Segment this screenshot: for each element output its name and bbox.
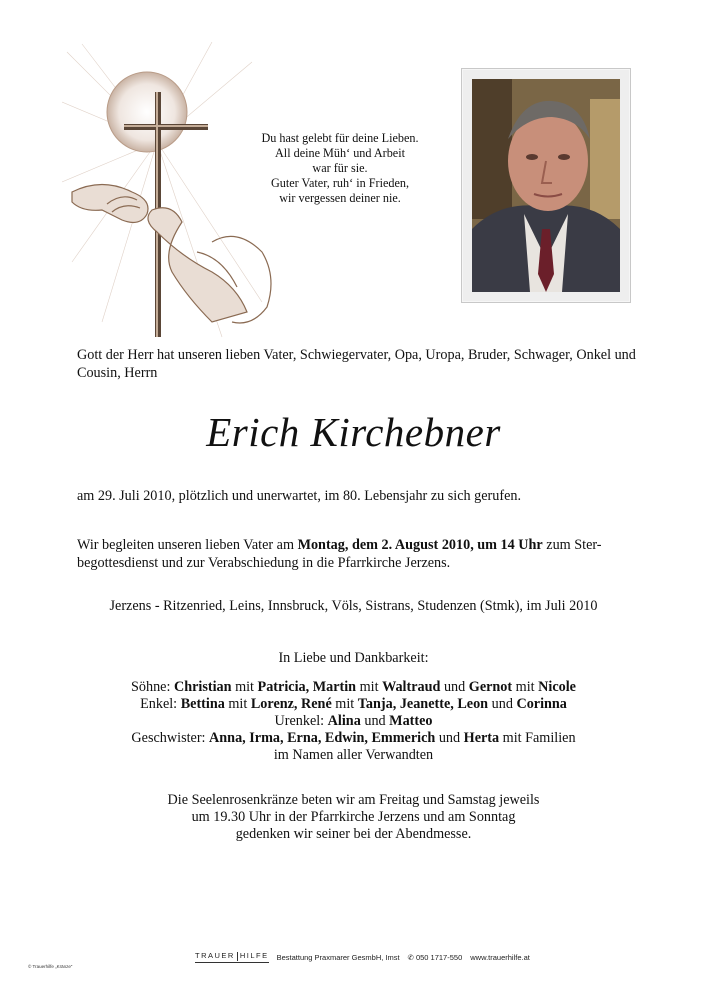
family-name: Nicole [538, 679, 576, 695]
deceased-name: Erich Kirchebner [206, 409, 501, 455]
family-name: Patricia, [257, 679, 310, 695]
gratitude-heading: In Liebe und Dankbarkeit: [278, 650, 429, 666]
family-name: Bettina [180, 696, 225, 712]
trauerhilfe-logo [195, 951, 269, 963]
great-grandchildren-label: Urenkel: [274, 713, 325, 729]
funeral-date: Montag, dem 2. August 2010, um 14 Uhr [297, 537, 543, 553]
family-name: Anna, Irma, Erna, Edwin, Emmerich [209, 730, 436, 746]
siblings-label: Geschwister: [131, 730, 206, 746]
poem-line: Guter Vater, ruh‘ in Frieden, [270, 176, 410, 190]
sons-line [0, 679, 707, 696]
family-name: Gernot [468, 679, 513, 695]
funeral-text-end: zum Ster-begottesdienst und zur Verabschiedung in die Pfarrkirche Jerzens. [77, 537, 602, 571]
rosary-line: um 19.30 Uhr in der Pfarrkirche Jerzens und am Sonntag [191, 809, 516, 825]
poem-line: war für sie. [312, 161, 368, 175]
family-name: Corinna [516, 696, 567, 712]
great-grandchildren-line [0, 713, 707, 730]
connector: und [438, 730, 461, 746]
connector: mit Familien [502, 730, 576, 746]
siblings-line [0, 730, 707, 747]
connector: und [364, 713, 386, 729]
family-name: Matteo [389, 713, 433, 729]
poem-line: Du hast gelebt für deine Lieben. [261, 131, 419, 145]
grandchildren-label: Enkel: [140, 696, 178, 712]
poem [250, 131, 430, 206]
footer [195, 950, 530, 964]
connector: und [491, 696, 513, 712]
connector: mit [515, 679, 535, 695]
family-list [0, 679, 707, 764]
funeral-text: Wir begleiten unseren lieben Vater am [77, 537, 298, 553]
rosary-line: Die Seelenrosenkränze beten wir am Freitag und Samstag jeweils [167, 792, 540, 808]
connector: mit [359, 679, 379, 695]
logo-left: TRAUER [195, 951, 235, 961]
portrait-frame [461, 68, 631, 303]
connector: mit [335, 696, 355, 712]
relatives-line: im Namen aller Verwandten [273, 747, 434, 763]
logo-divider [237, 952, 238, 961]
places-line: Jerzens - Ritzenried, Leins, Innsbruck, Völs, Sistrans, Studenzen (Stmk), im Juli 2010 [109, 598, 598, 614]
death-notice: am 29. Juli 2010, plötzlich und unerwartet, im 80. Lebensjahr zu sich gerufen. [77, 488, 522, 504]
rosary-line: gedenken wir seiner bei der Abendmesse. [235, 826, 472, 842]
family-name: Alina [327, 713, 361, 729]
phone-number: ✆ 050 1717-550 [407, 952, 463, 962]
funeral-notice [77, 536, 637, 572]
poem-line: All deine Müh‘ und Arbeit [275, 146, 405, 160]
family-name: Tanja, Jeanette, Leon [357, 696, 489, 712]
hands-icon [72, 185, 271, 324]
rosary-notice [0, 792, 707, 843]
grandchildren-line [0, 696, 707, 713]
sun-circle [107, 72, 187, 152]
copyright-note: © Trauerhilfe „Kränze“ [28, 964, 73, 969]
family-name: Martin [312, 679, 357, 695]
connector: mit [228, 696, 248, 712]
poem-line: wir vergessen deiner nie. [279, 191, 401, 205]
company-name: Bestattung Praxmarer GesmbH, Imst [276, 952, 400, 962]
intro-text: Gott der Herr hat unseren lieben Vater, Schwiegervater, Opa, Uropa, Bruder, Schwager, Onkel und Cousin, Herrn [77, 347, 636, 381]
family-name: Waltraud [382, 679, 441, 695]
family-name: Christian [173, 679, 232, 695]
connector: mit [235, 679, 254, 695]
connector: und [443, 679, 466, 695]
sons-label: Söhne: [131, 679, 171, 695]
website-link[interactable]: www.trauerhilfe.at [470, 952, 530, 962]
family-name: Lorenz, René [250, 696, 332, 712]
cross-hands-artwork [62, 42, 282, 342]
family-name: Herta [463, 730, 500, 746]
portrait-photo [472, 79, 620, 292]
logo-right: HILFE [239, 951, 269, 961]
